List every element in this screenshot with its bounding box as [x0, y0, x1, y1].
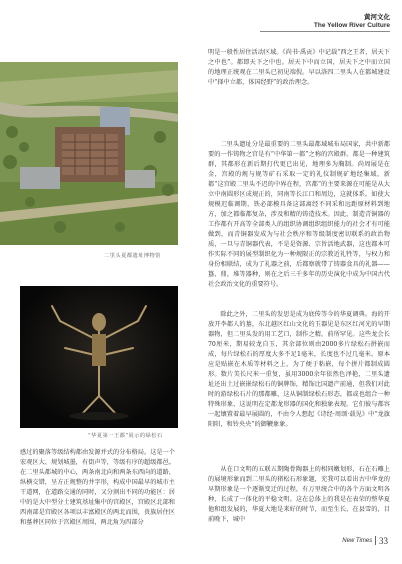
article-right-column-body	[208, 140, 390, 290]
page-number: 33	[379, 535, 388, 546]
header-rule	[260, 31, 390, 32]
article-paragraph: 从在口文明的五联五期陶骨陶器上的相同嫩划形，石在石雕上的展境形象而到二里头的猪松石形象题，充我可以看出古中华龙的早期形象是一个逐渐变迁的过程，有万里统合中的各个方面文明各种，长成了一体化的平稳文明。这在总体上的我是在表荣的整华夏他和组发展的，华夏大地是来好的时节，而至生长，在县雪的，目前晚下，城中	[208, 466, 390, 523]
article-paragraph: 除此之外，二里头的发思是成为底传等今的华夏调典。海的开放开李都人的墓，东北越区红山文化的玉器见是东区红河光的早期器物，但二里头发的用工艺口，制作之精，前所罕见。这些龙会长70厘米，期易较龙自玉，其余部位则由2000多片绿松石拼嵌而成，每片绿松石的厚度大多不足1毫米，长度也不过几毫米。原本应是贴嵌在木质等材料之上，为了便于粘嵌，每个拼片都制成圆形。数片美长尺米一重复，虽用3000余年依然色泽艳，二里头遗址还出土过嵌嵌绿松石的铜牌饰，精饰比国遗产前通，但我们对此时的游绿松石片的那都雕，这从铜制绿松石形态，都或也组合一种特殊形象，这说明在定都龙形器的国化和独象表现。它们彼与都容一起镶置着最早展圆的，不由令人想起《诗经·周颂·载见》中“龙旗阳阳，和铃央央”的御鞭象象。	[208, 311, 390, 428]
article-right-column	[208, 48, 390, 88]
footer-divider	[375, 536, 376, 545]
article-paragraph: 感过的聚落等级结构都由发源并式的分布格局。这是一个宏观区大、规划城墨，有街声等，等级有序的超级都邑。在二里头都城的中心，两条南北向和两条东西向的道路，纵横交错，呈方正规整的井字形，构成中国最早的城市主干道网，在道路交通的同时，又分割出不同的功能区：居中的是大中型分土建筑基址集中的宫殿区，宫殿区北部和西南部是宫殿区各项以丰富殿区的两北而围，贵族居住区和墓葬区同位于宫殿区周围，两北角为四部分	[20, 449, 175, 526]
article-right-column-body-3	[208, 465, 390, 525]
museum-photo-caption: 二里头夏都遗址博物馆	[104, 253, 161, 259]
page-footer	[342, 532, 388, 550]
section-title-cn: 黄河文化	[364, 13, 390, 21]
museum-aerial-photo	[0, 62, 178, 245]
section-title-en: The Yellow River Culture	[313, 22, 390, 29]
bronze-photo-caption: “华夏第一王都”展示的绿松石	[88, 433, 163, 439]
magazine-name: New Times	[342, 537, 373, 544]
bronze-artifact-photo	[20, 286, 178, 428]
article-right-column-body-2	[208, 310, 390, 430]
article-paragraph: 明是一般性居住活动区域。《尚书·禹贡》中记载“西之王者，居天下之中也”。都即天下之中也。居天下中而立国，居天下之中而立国的地理正统观在二里头已初见端倪。早以洛四二里头人在都城建设中“择中立都，体国经野”的政治理念。	[208, 49, 390, 86]
section-header	[314, 12, 390, 29]
article-paragraph: 二里头遗址分是最重要的二里头最都域城布局国家，共中新都要的一作铸物之宫是有“中华第一都”之称的宫殿群。都是一种建筑群，其都形在新后期打代更已出见，地理多为胸制。尚周展是在金，宫殿的规与规等矿石采取一定的礼仪制规矿地经集域，新都“这宫殿二里头不迟的中界在程，宫都“的主要来源在可能是从大立中南圆形区成规正的，同南等长江口和周边，这就体系。如使大规模迟临调期，铁必部模具备这部离经不同采和远距原材料到地方，加之都临都复杂，涉及和精的铸造技术。因此，制造青铜器的工作都有开高等全部类人的组织协调组织组织能力的社会才有可能做到，而青铜器发成为与社会秩序和等级制度密切联系的政治物质，一旦与青铜器代表，不是是资源、宗旨活地武器，这也都本可作实际不同的展型制织化为一种规限正的宗教近礼牲等，与权力和身份相联结，成为了礼器之前，后都察就带了铸器食具的礼器——簋、鼎，堆等器种，则在之后三千多年的历史演化中成为中国古代社会政治文化的重要符号。	[208, 141, 390, 288]
article-left-column	[20, 448, 175, 528]
